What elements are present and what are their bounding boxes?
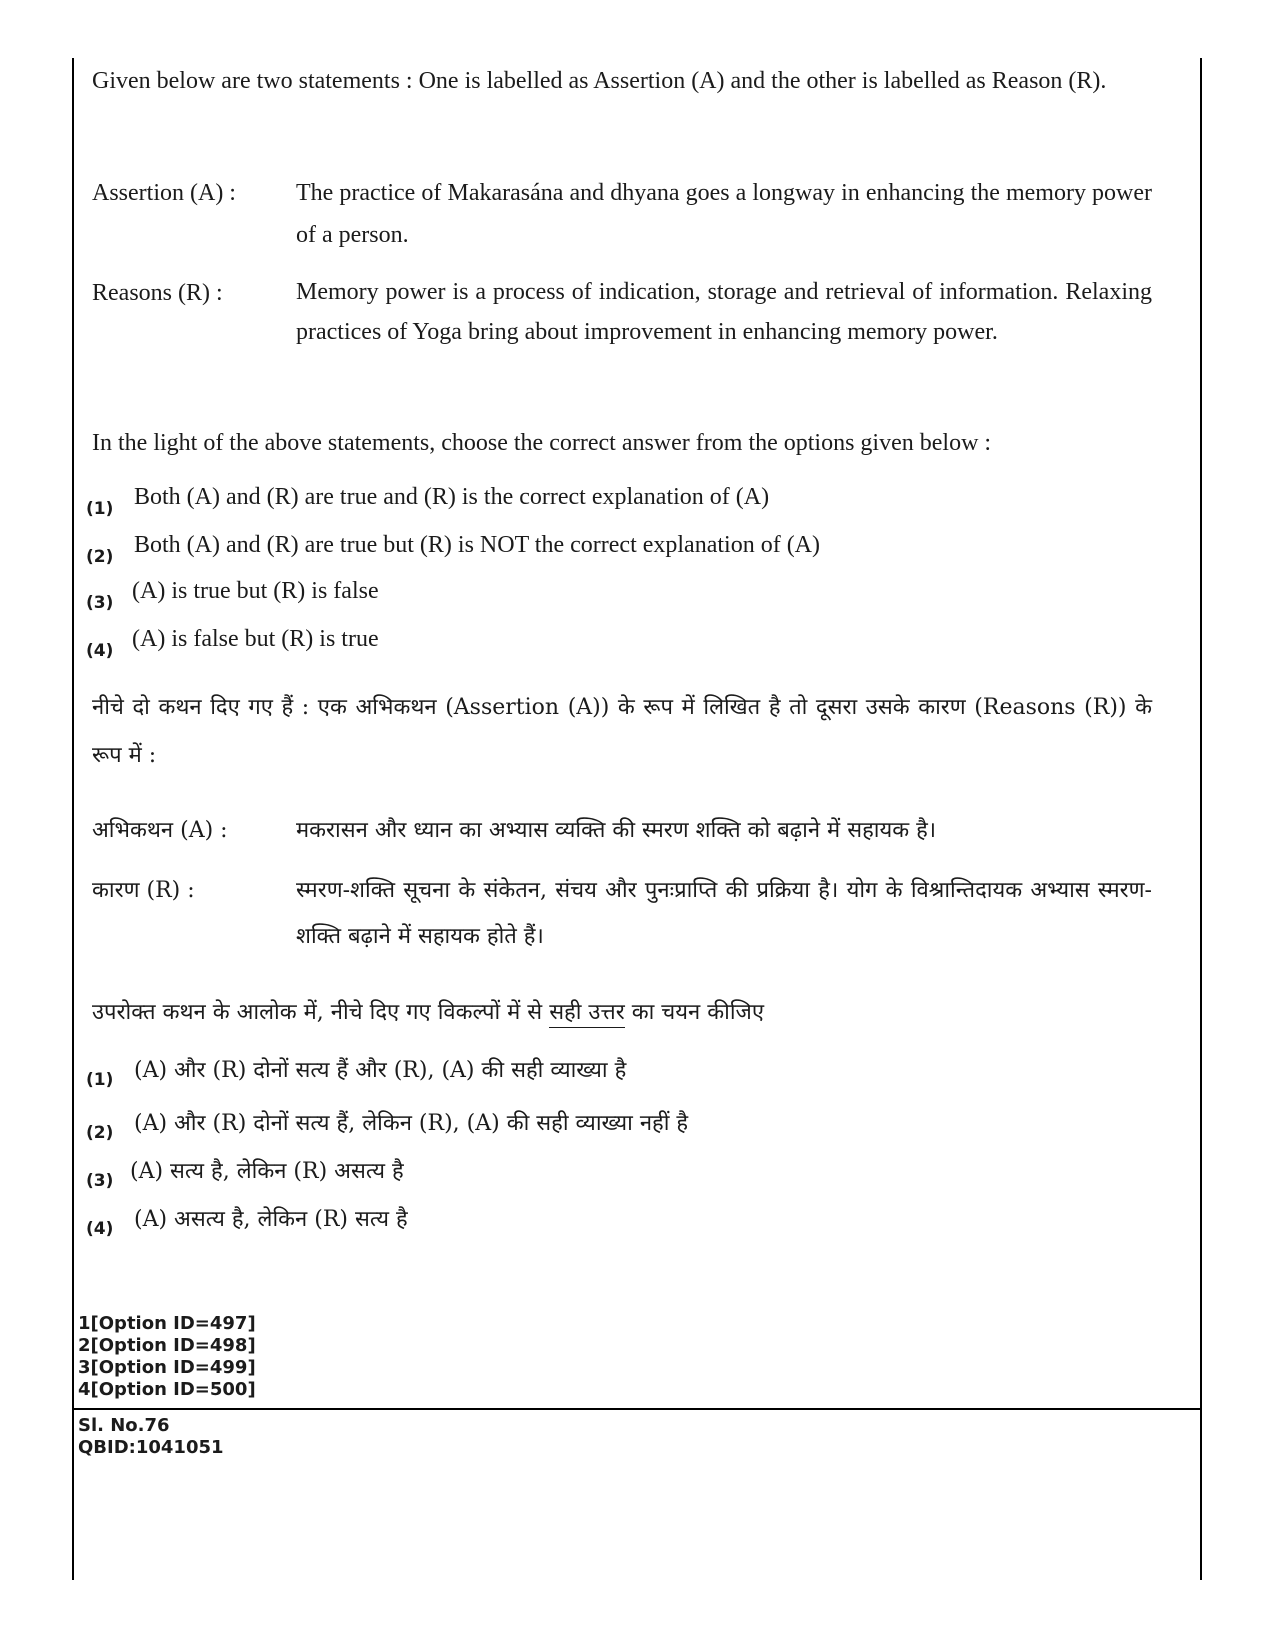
assertion-label-hindi: अभिकथन (A) : [92,818,228,843]
prompt-hindi-after: का चयन कीजिए [631,1000,765,1025]
assertion-text-english: The practice of Makarasána and dhyana goes a longway in enhancing the memory power of a person. [296,180,1152,248]
option-number: (2) [86,547,114,567]
next-question-header [78,1415,224,1459]
intro-english: Given below are two statements : One is labelled as Assertion (A) and the other is labelled as Reason (R). [92,68,1107,94]
reason-label-hindi: कारण (R) : [92,878,195,903]
question-divider [72,1408,1202,1410]
qbid: QBID:1041051 [78,1437,224,1458]
option-text: Both (A) and (R) are true and (R) is the correct explanation of (A) [134,484,770,510]
option-text: (A) असत्य है, लेकिन (R) सत्य है [134,1207,408,1232]
reason-label-english: Reasons (R) : [92,280,223,306]
option-text: Both (A) and (R) are true but (R) is NOT the correct explanation of (A) [134,532,821,558]
serial-number: Sl. No.76 [78,1415,170,1436]
reason-text-hindi: स्मरण-शक्ति सूचना के संकेतन, संचय और पुनःप्राप्ति की प्रक्रिया है। योग के विश्रान्तिदायक अभ्यास स्मरण-शक्ति बढ़ाने में सहायक होते हैं। [296,878,1152,949]
option-number: (4) [86,1219,114,1239]
intro-hindi: नीचे दो कथन दिए गए हैं : एक अभिकथन (Assertion (A)) के रूप में लिखित है तो दूसरा उसके कारण (Reasons (R)) के रूप में : [92,695,1152,768]
option-text: (A) is false but (R) is true [132,626,379,652]
prompt-hindi [92,990,1192,1036]
page-border-left [72,58,74,1580]
option-text: (A) और (R) दोनों सत्य हैं और (R), (A) की सही व्याख्या है [134,1058,627,1083]
assertion-text-hindi: मकरासन और ध्यान का अभ्यास व्यक्ति की स्मरण शक्ति को बढ़ाने में सहायक है। [296,818,937,843]
option-number: (3) [86,1171,114,1191]
option-text: (A) is true but (R) is false [132,578,379,604]
reason-text-english: Memory power is a process of indication, storage and retrieval of information. Relaxing practices of Yoga bring about improvement in enhancing memory power. [296,279,1152,345]
option-ids [78,1313,256,1401]
option-id-line: 2[Option ID=498] [78,1335,256,1356]
option-id-line: 3[Option ID=499] [78,1357,256,1378]
prompt-english: In the light of the above statements, choose the correct answer from the options given below : [92,430,992,456]
prompt-hindi-before: उपरोक्त कथन के आलोक में, नीचे दिए गए विकल्पों में से [92,1000,543,1025]
page-border-right [1200,58,1202,1580]
option-number: (1) [86,499,114,519]
option-text: (A) सत्य है, लेकिन (R) असत्य है [130,1159,404,1184]
option-number: (4) [86,641,114,661]
option-id-line: 4[Option ID=500] [78,1379,256,1400]
option-number: (3) [86,593,114,613]
option-number: (1) [86,1070,114,1090]
assertion-label-english: Assertion (A) : [92,180,236,206]
option-text: (A) और (R) दोनों सत्य हैं, लेकिन (R), (A) की सही व्याख्या नहीं है [134,1111,689,1136]
option-number: (2) [86,1123,114,1143]
option-id-line: 1[Option ID=497] [78,1313,256,1334]
prompt-hindi-underlined: सही उत्तर [549,1000,625,1028]
